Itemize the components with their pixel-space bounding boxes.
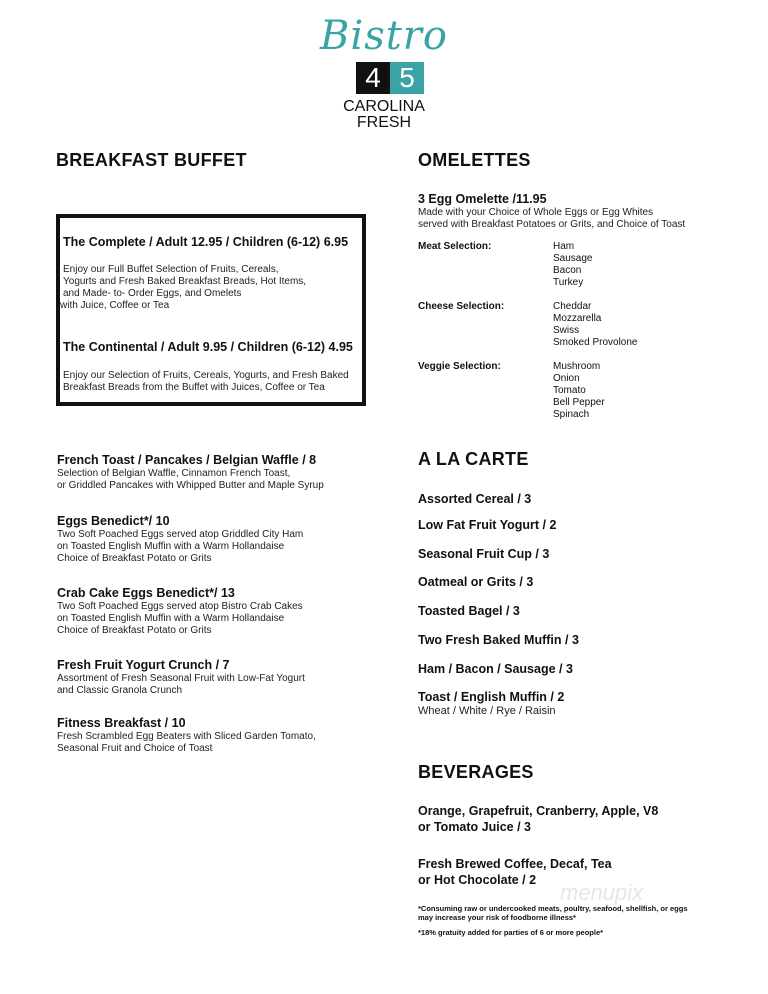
complete-buffet-title: The Complete / Adult 12.95 / Children (6-12) 6.95 [63,235,349,249]
menu-item-eggs-benedict: Eggs Benedict*/ 10 Two Soft Poached Eggs served atop Griddled City Ham on Toasted English Muffin with a Warm Hollandaise Choice of Breakfast Potato or Grits [57,514,304,564]
menu-item-fitness-breakfast: Fitness Breakfast / 10 Fresh Scrambled Egg Beaters with Sliced Garden Tomato, Seasonal Fruit and Choice of Toast [57,716,316,754]
logo-tagline-carolina: CAROLINA [343,98,425,115]
complete-buffet-desc: Enjoy our Full Buffet Selection of Fruits, Cereals, Yogurts and Fresh Baked Breakfast Breads, Hot Items, and Made- to- Order Eggs, and Omelets with Juice, Coffee or Tea [60,264,307,311]
alacarte-item: Two Fresh Baked Muffin / 3 [418,633,579,647]
continental-buffet-title: The Continental / Adult 9.95 / Children (6-12) 4.95 [63,340,353,354]
omelettes-heading: OMELETTES [418,150,531,170]
menu-item-crab-cake-benedict: Crab Cake Eggs Benedict*/ 13 Two Soft Poached Eggs served atop Bistro Crab Cakes on Toasted English Muffin with a Warm Hollandaise Choice of Breakfast Potato or Grits [57,586,303,636]
menu-item-french-toast: French Toast / Pancakes / Belgian Waffle / 8 Selection of Belgian Waffle, Cinnamon French Toast, or Griddled Pancakes with Whipped Butter and Maple Syrup [57,453,324,491]
a-la-carte-heading: A LA CARTE [418,449,529,469]
veggie-selection-list: Mushroom Onion Tomato Bell Pepper Spinach [553,361,605,420]
logo-tagline-fresh: FRESH [356,114,412,131]
alacarte-item: Ham / Bacon / Sausage / 3 [418,662,573,676]
omelette-item: 3 Egg Omelette /11.95 Made with your Choice of Whole Eggs or Egg Whites served with Breakfast Potatoes or Grits, and Choice of Toast [418,192,686,230]
alacarte-item: Oatmeal or Grits / 3 [418,575,534,589]
cheese-selection-label: Cheese Selection: [418,301,505,312]
logo-number-4: 4 [356,62,390,94]
logo-number-5: 5 [390,62,424,94]
alacarte-item: Seasonal Fruit Cup / 3 [418,547,550,561]
veggie-selection-label: Veggie Selection: [418,361,501,372]
alacarte-item: Assorted Cereal / 3 [418,492,532,506]
meat-selection-label: Meat Selection: [418,241,492,252]
logo-script: Bistro [320,13,448,59]
alacarte-item: Toast / English Muffin / 2 [418,690,565,704]
menu-item-yogurt-crunch: Fresh Fruit Yogurt Crunch / 7 Assortment of Fresh Seasonal Fruit with Low-Fat Yogurt and Classic Granola Crunch [57,658,305,696]
beverage-juice: Orange, Grapefruit, Cranberry, Apple, V8 or Tomato Juice / 3 [418,804,659,834]
beverages-heading: BEVERAGES [418,762,534,782]
alacarte-item: Toasted Bagel / 3 [418,604,520,618]
toast-options: Wheat / White / Rye / Raisin [418,705,556,717]
cheese-selection-list: Cheddar Mozzarella Swiss Smoked Provolone [553,301,638,348]
gratuity-note: *18% gratuity added for parties of 6 or more people* [418,928,604,937]
raw-food-disclaimer: *Consuming raw or undercooked meats, poultry, seafood, shellfish, or eggs may increase your risk of foodborne illness* [418,904,688,922]
meat-selection-list: Ham Sausage Bacon Turkey [553,241,593,288]
watermark: menupix [560,880,644,905]
beverage-coffee: Fresh Brewed Coffee, Decaf, Tea or Hot Chocolate / 2 [418,857,612,887]
alacarte-item: Low Fat Fruit Yogurt / 2 [418,518,557,532]
continental-buffet-desc: Enjoy our Selection of Fruits, Cereals, Yogurts, and Fresh Baked Breakfast Breads from the Buffet with Juices, Coffee or Tea [63,370,349,393]
breakfast-buffet-heading: BREAKFAST BUFFET [56,150,247,170]
